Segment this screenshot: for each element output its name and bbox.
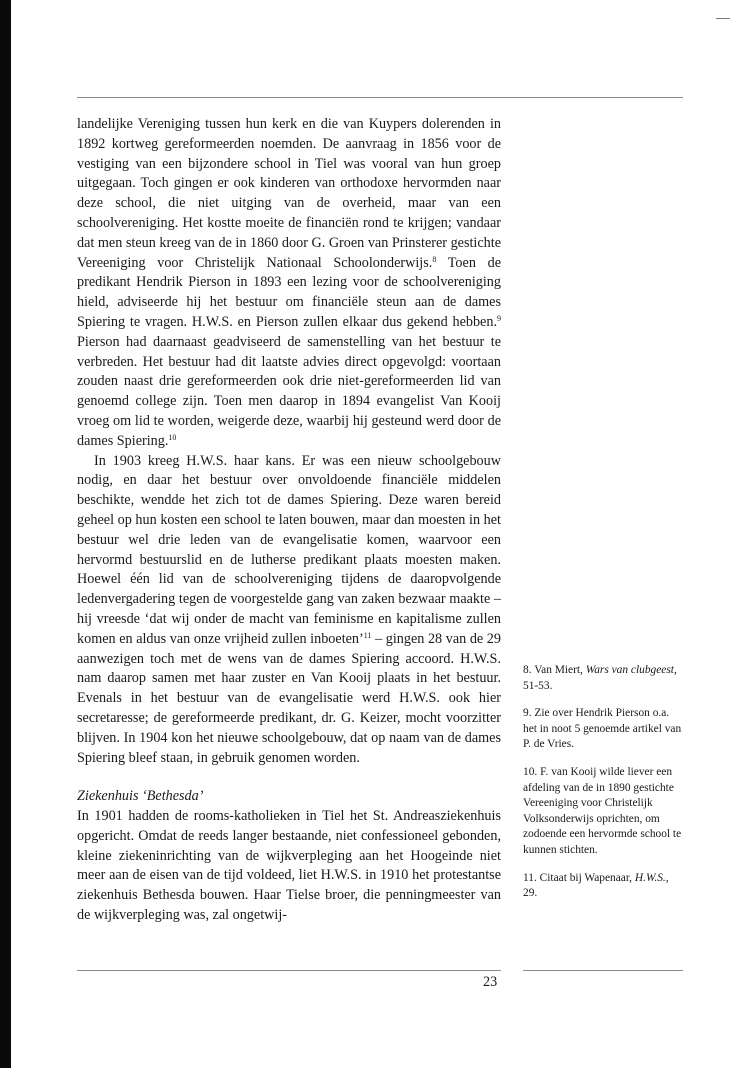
note-8: 8. Van Miert, Wars van clubgeest, 51-53. bbox=[523, 664, 677, 692]
footnote-ref-9[interactable]: 9 bbox=[497, 313, 501, 323]
corner-mark bbox=[716, 18, 730, 19]
paragraph-2: In 1903 kreeg H.W.S. haar kans. Er was een nieuw schoolgebouw nodig, en daar het bestuur over onvoldoende financiële middelen beschikte, wendde het zich tot de dames Spiering. Deze waren bereid geheel op hun kosten een school te laten bouwen, maar dan moesten in het bestuur wel drie leden van de evangelisatie komen, waarvoor een hervormd bestuurslid en de lutherse predikant plaats moesten maken. Hoewel één lid van de schoolvereniging tijdens de daaropvolgende ledenvergadering tegen de voorgestelde gang van zaken bezwaar maakte – hij vreesde ‘dat wij onder de macht van feminisme en kapitalisme zullen komen en aldus van onze vrijheid zullen inboeten’$^{11}$ – gingen 28 van de 29 aanwezigen toch met de wens van de dames Spiering accoord. H.W.S. nam daarop samen met haar zuster en Van Kooij plaats in het bestuur. Evenals in het bestuur van de evangelisatie werd H.W.S. ook hier secretaresse; de gereformeerde predikant, dr. G. Keizer, mocht voorzitter blijven. In 1904 kon het nieuwe schoolgebouw, dat op naam van de dames Spiering bleef staan, in gebruik genomen worden. bbox=[77, 452, 501, 766]
paragraph-3: In 1901 hadden de rooms-katholieken in Tiel het St. Andreasziekenhuis opgericht. Omdat de reeds langer bestaande, niet confessioneel gebonden, kleine ziekeninrichting van de wijkverpleging aan het Hoogeinde niet meer aan de eisen van de tijd voldeed, liet H.W.S. in 1910 het protestantse ziekenhuis Bethesda bouwen. Haar Tielse broer, die penningmeester van de wijkverpleging was, zal ongetwij- bbox=[77, 808, 501, 924]
main-text-column bbox=[77, 115, 501, 926]
paragraph-1: landelijke Vereniging tussen hun kerk en die van Kuypers dolerenden in 1892 kortweg gereformeerden noemden. De aanvraag in 1856 voor de vestiging van een bijzondere school in Tiel was vooral van hun groep uitgegaan. Toch gingen er ook kinderen van orthodoxe hervormden naar deze school, die niet uitging van de overheid, maar van een schoolvereniging. Het kostte moeite de financiën rond te krijgen; vandaar dat men steun kreeg van de in 1860 door G. Groen van Prinsterer gestichte Vereeniging voor Christelijk Nationaal Schoolonderwijs.$^8$ Toen de predikant Hendrik Pierson in 1893 een lezing voor de schoolvereniging hield, adviseerde hij het bestuur om financiële steun aan de dames Spiering te vragen. H.W.S. en Pierson zullen elkaar dus gekend hebben.$^9$ Pierson had daarnaast geadviseerd de samenstelling van het bestuur te verbreden. Het bestuur had dit laatste advies direct opgevolgd: voortaan zouden naast drie gereformeerden ook drie niet-gereformeerden lid van genoemd college zijn. Toen men daarop in 1894 evangelist Van Kooij vroeg om lid te worden, weigerde deze, waarbij hij gesteund werd door de dames Spiering.$^{10}$ bbox=[77, 116, 502, 449]
footnote-ref-8[interactable]: 8 bbox=[432, 254, 437, 264]
footnote-ref-10[interactable]: 10 bbox=[168, 432, 177, 442]
margin-notes bbox=[523, 663, 683, 914]
note-11: 11. Citaat bij Wapenaar, H.W.S., 29. bbox=[523, 871, 669, 900]
top-rule bbox=[77, 97, 683, 98]
bottom-rule bbox=[77, 970, 501, 971]
note-9: 9. Zie over Hendrik Pierson o.a. het in noot 5 genoemde artikel van P. de Vries. bbox=[523, 707, 682, 751]
page-number: 23 bbox=[483, 974, 498, 990]
section-heading: Ziekenhuis ‘Bethesda’ bbox=[77, 788, 204, 805]
footnote-ref-11[interactable]: 11 bbox=[363, 630, 372, 640]
scan-border bbox=[0, 0, 11, 1068]
note-10: 10. F. van Kooij wilde liever een afdeling van de in 1890 gestichte Vereeniging voor Christelijk Volksonderwijs oprichten, om zodoende een hervormde school te kunnen stichten. bbox=[523, 765, 682, 856]
notes-bottom-rule bbox=[523, 970, 683, 971]
